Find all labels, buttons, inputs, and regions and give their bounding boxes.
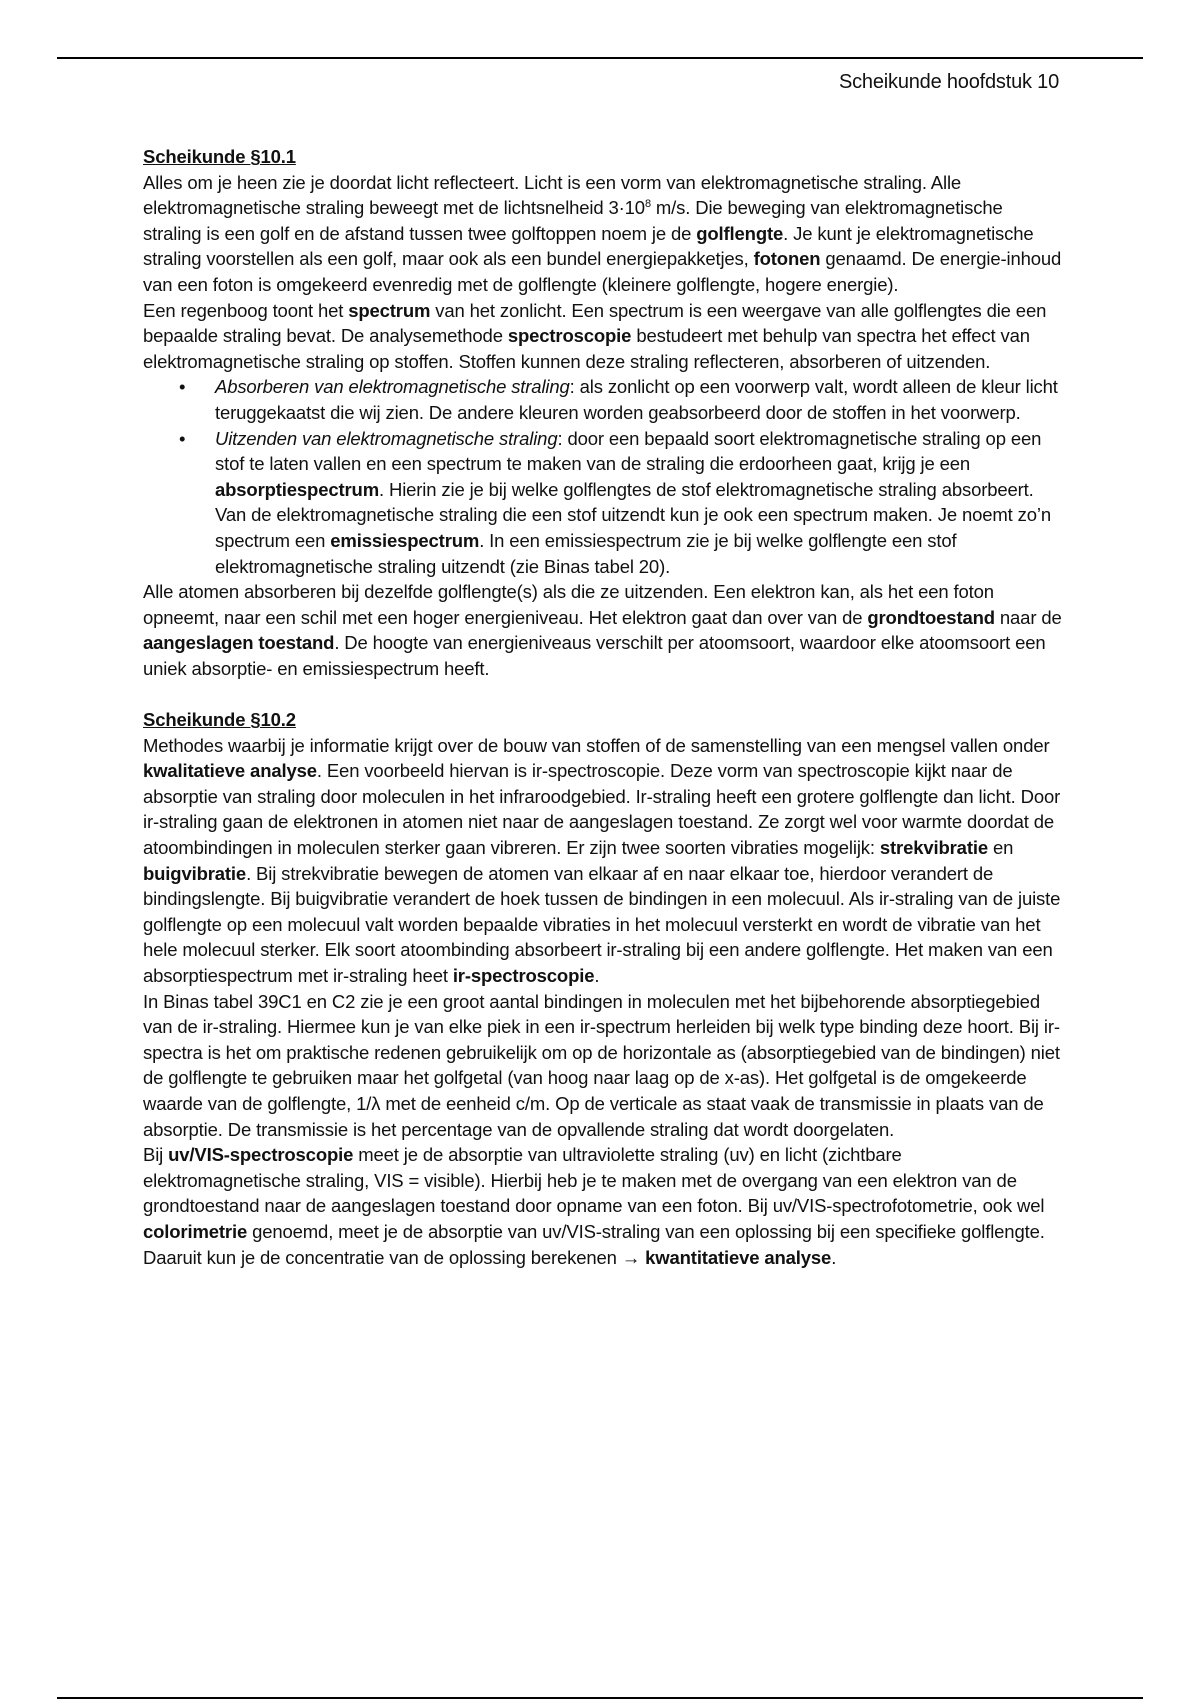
section-spacer	[143, 681, 1063, 707]
list-item: • Absorberen van elektromagnetische straling: als zonlicht op een voorwerp valt, wordt alleen de kleur licht teruggekaatst die wij zien. De andere kleuren worden geabsorbeerd door de stoffen in het voorwerp.	[215, 374, 1063, 425]
section-heading-10-1: Scheikunde §10.1	[143, 146, 296, 167]
term-bold: buigvibratie	[143, 862, 247, 884]
bullet-list	[143, 374, 1063, 579]
term-bold: golflengte	[696, 222, 784, 244]
term-bold: spectrum	[348, 299, 431, 321]
term-bold: uv/VIS-spectroscopie	[168, 1144, 354, 1166]
paragraph: Bij uv/VIS-spectroscopie meet je de absorptie van ultraviolette straling (uv) en licht (zichtbare elektromagnetische straling, VIS = visible). Hierbij heb je te maken met de overgang van een elektron van de grondtoestand naar de aangeslagen toestand door opname van een foton. Bij uv/VIS-spectrofotometrie, ook wel colorimetrie genoemd, meet je de absorptie van uv/VIS-straling van een oplossing bij een specifieke golflengte. Daaruit kun je de concentratie van de oplossing berekenen → kwantitatieve analyse.	[143, 1144, 1045, 1268]
list-item: • Uitzenden van elektromagnetische straling: door een bepaald soort elektromagnetische straling op een stof te laten vallen en een spectrum te maken van de straling die erdoorheen gaat, krijg je een absorptiespectrum. Hierin zie je bij welke golflengtes de stof elektromagnetische straling absorbeert. Van de elektromagnetische straling die een stof uitzendt kun je ook een spectrum maken. Je noemt zo’n spectrum een emissiespectrum. In een emissiespectrum zie je bij welke golflengte een stof elektromagnetische straling uitzendt (zie Binas tabel 20).	[215, 426, 1063, 580]
paragraph: In Binas tabel 39C1 en C2 zie je een groot aantal bindingen in moleculen met het bijbehorende absorptiegebied van de ir-straling. Hiermee kun je van elke piek in een ir-spectrum herleiden bij welk type binding deze hoort. Bij ir-spectra is het om praktische redenen gebruikelijk om op de horizontale as (absorptiegebied van de bindingen) niet de golflengte te gebruiken maar het golfgetal (van hoog naar laag op de x-as). Het golfgetal is de omgekeerde waarde van de golflengte, 1/λ met de eenheid c/m. Op de verticale as staat vaak de transmissie in plaats van de absorptie. De transmissie is het percentage van de opvallende straling dat wordt doorgelaten.	[143, 990, 1060, 1140]
term-bold: fotonen	[753, 248, 821, 270]
term-bold: aangeslagen toestand	[143, 632, 335, 654]
paragraph: Methodes waarbij je informatie krijgt over de bouw van stoffen of de samenstelling van een mengsel vallen onder kwalitatieve analyse. Een voorbeeld hiervan is ir-spectroscopie. Deze vorm van spectroscopie kijkt naar de absorptie van straling door moleculen in het infraroodgebied. Ir-straling heeft een grotere golflengte dan licht. Door ir-straling gaan de elektronen in atomen niet naar de aangeslagen toestand. Ze zorgt wel voor warmte doordat de atoombindingen in moleculen sterker gaan vibreren. Er zijn twee soorten vibraties mogelijk: strekvibratie en buigvibratie. Bij strekvibratie bewegen de atomen van elkaar af en naar elkaar toe, hierdoor verandert de bindingslengte. Bij buigvibratie verandert de hoek tussen de bindingen in een molecuul. Als ir-straling van de juiste golflengte op een molecuul valt worden bepaalde vibraties in het molecuul versterkt en wordt de vibratie van het hele molecuul sterker. Elk soort atoombinding absorbeert ir-straling bij een andere golflengte. Het maken van een absorptiespectrum met ir-straling heet ir-spectroscopie.	[143, 734, 1061, 986]
section-heading-10-2: Scheikunde §10.2	[143, 709, 296, 731]
paragraph: Alles om je heen zie je doordat licht reflecteert. Licht is een vorm van elektromagnetische straling. Alle elektromagnetische straling beweegt met de lichtsnelheid $3\cdot 10^8$ m/s. Die beweging van elektromagnetische straling is een golf en de afstand tussen twee golftoppen noem je de golflengte. Je kunt je elektromagnetische straling voorstellen als een golf, maar ook als een bundel energiepakketjes, fotonen genaamd. De energie-inhoud van een foton is omgekeerd evenredig met de golflengte (kleinere golflengte, hogere energie).	[143, 171, 1062, 295]
superscript: 8	[644, 198, 651, 211]
bottom-rule	[57, 1697, 1143, 1699]
term-bold: kwantitatieve analyse	[645, 1246, 832, 1268]
top-rule	[57, 57, 1143, 59]
term-bold: ir-spectroscopie	[452, 965, 595, 986]
term-bold: strekvibratie	[879, 837, 988, 859]
term-bold: kwalitatieve analyse	[143, 760, 317, 782]
document-body	[143, 144, 1063, 1270]
paragraph: Alle atomen absorberen bij dezelfde golflengte(s) als die ze uitzenden. Een elektron kan, als het een foton opneemt, naar een schil met een hoger energieniveau. Het elektron gaat dan over van de grondtoestand naar de aangeslagen toestand. De hoogte van energieniveaus verschilt per atoomsoort, waardoor elke atoomsoort een uniek absorptie- en emissiespectrum heeft.	[143, 581, 1062, 679]
term-bold: emissiespectrum	[330, 529, 480, 551]
term-bold: absorptiespectrum	[215, 478, 379, 500]
page-header: Scheikunde hoofdstuk 10	[838, 71, 1059, 93]
term-bold: spectroscopie	[507, 325, 632, 347]
term-bold: colorimetrie	[143, 1220, 248, 1242]
paragraph: Een regenboog toont het spectrum van het zonlicht. Een spectrum is een weergave van alle golflengtes die een bepaalde straling bevat. De analysemethode spectroscopie bestudeert met behulp van spectra het effect van elektromagnetische straling op stoffen. Stoffen kunnen deze straling reflecteren, absorberen of uitzenden.	[143, 299, 1047, 372]
term-bold: grondtoestand	[867, 606, 995, 628]
